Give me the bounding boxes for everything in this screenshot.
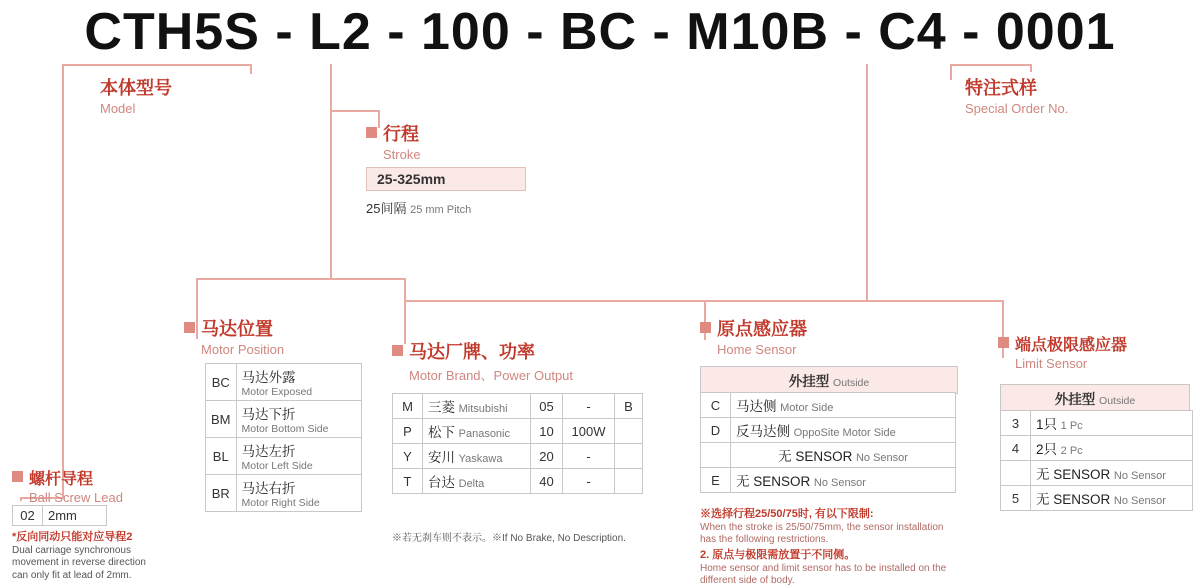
cell-desc [731,418,956,443]
cell-desc [1031,486,1193,511]
section-ballscrew-label-cn: 螺杆导程 [29,471,94,488]
bullet-square-icon [184,322,195,333]
table-home-sensor [700,392,956,493]
cell-desc-cn: 马达侧 [736,399,777,414]
section-motorpos-label-en: Motor Position [201,342,285,357]
note-ballscrew-cn: *反向同动只能对应导程2 [12,531,133,543]
limit-sensor-header-en: Outside [1099,395,1136,407]
cell-desc [1031,436,1193,461]
leader-m10b-v [866,64,868,300]
cell-desc-en: Motor Exposed [241,386,313,398]
stroke-pitch [366,198,471,217]
cell-watt: - [563,469,615,494]
table-row [393,444,643,469]
table-row [1001,486,1193,511]
section-limitsensor-label-en: Limit Sensor [1015,356,1088,371]
table-row [393,394,643,419]
cell-brand-cn: 三菱 [428,400,455,415]
cell-watt: - [563,444,615,469]
cell-desc-cn: 1只 [1036,417,1058,432]
table-limit-sensor [1000,410,1193,511]
cell-code: Y [393,444,423,469]
cell-brand [423,444,531,469]
cell-code: M [393,394,423,419]
cell-power-code: 10 [531,419,563,444]
table-row [206,438,362,475]
cell-brand [423,419,531,444]
section-stroke-label-cn: 行程 [383,124,419,144]
cell-brand-cn: 松下 [428,425,455,440]
cell-desc-cn: 马达外露 [241,370,296,385]
table-row [701,468,956,493]
cell-desc-cn: 无 SENSOR [736,474,811,489]
bullet-square-icon [998,337,1009,348]
cell-desc-en: No Sensor [813,477,866,489]
section-homesensor-label-cn: 原点感应器 [717,319,807,339]
leader-motorpos-h [196,278,406,280]
cell-brand-en: Yaskawa [458,453,503,465]
home-sensor-header [700,366,958,394]
cell-code: 3 [1001,411,1031,436]
section-special-label-cn: 特注式样 [965,78,1037,98]
leader-motorbrand-v [404,278,406,344]
section-model-label-cn: 本体型号 [100,78,172,98]
note-ballscrew-en: Dual carriage synchronous movement in reverse direction can only fit at lead of 2mm. [12,544,146,581]
cell-brand-cn: 台达 [428,475,455,490]
table-row [393,469,643,494]
section-special-label-en: Special Order No. [965,101,1069,116]
cell-desc [236,364,361,401]
cell-code: BR [206,475,237,512]
note-home-2-en: Home sensor and limit sensor has to be installed on the different side of body. [700,562,947,586]
table-row [1001,436,1193,461]
cell-brand [423,469,531,494]
cell-code: BM [206,401,237,438]
cell-brake [615,419,643,444]
cell-code: BC [206,364,237,401]
section-stroke [366,120,421,162]
section-motorbrand-label-en: Motor Brand、Power Output [409,368,574,383]
limit-sensor-header [1000,384,1190,412]
cell-brand-en: Mitsubishi [458,403,508,415]
table-row [701,418,956,443]
section-model [100,74,172,116]
stroke-value: 25-325mm [366,167,526,191]
cell-desc [731,443,956,468]
section-motor-position [184,315,284,357]
cell-code: 02 [13,506,43,526]
part-number-title: CTH5S - L2 - 100 - BC - M10B - C4 - 0001 [84,3,1116,61]
cell-code: P [393,419,423,444]
table-row [206,475,362,512]
stroke-pitch-en: 25 mm Pitch [410,204,472,216]
cell-desc [1031,461,1193,486]
leader-model-h [62,64,252,66]
cell-power-code: 20 [531,444,563,469]
table-row [701,393,956,418]
note-motor-brand: ※若无刹车则不表示。※If No Brake, No Description. [392,533,626,544]
cell-desc-en: Motor Bottom Side [241,423,329,435]
cell-brake [615,444,643,469]
cell-code [701,443,731,468]
leader-special-h [950,64,1030,66]
cell-desc-en: Motor Side [780,402,834,414]
table-row [701,443,956,468]
note-home-1-cn: ※选择行程25/50/75时, 有以下限制: [700,508,874,520]
section-motor-brand [392,338,573,384]
cell-desc-en: 2 Pc [1060,445,1083,457]
stroke-pitch-cn: 25间隔 [366,201,407,216]
cell-desc-cn: 马达下折 [241,407,296,422]
cell-power-code: 05 [531,394,563,419]
cell-code: D [701,418,731,443]
cell-desc-en: No Sensor [1113,470,1166,482]
cell-desc-cn: 马达右折 [241,481,296,496]
leader-stroke-h2 [330,110,380,112]
table-row [1001,461,1193,486]
cell-code [1001,461,1031,486]
cell-brand-en: Panasonic [458,428,510,440]
cell-desc-cn: 无 SENSOR [1036,492,1111,507]
leader-l2-v [330,64,332,279]
leader-motorbrand-h [404,300,704,302]
limit-sensor-header-cn: 外挂型 [1054,392,1096,407]
cell-desc [731,393,956,418]
cell-desc-en: No Sensor [855,452,908,464]
cell-desc-en: No Sensor [1113,495,1166,507]
section-ball-screw-lead [12,466,123,505]
cell-desc [236,438,361,475]
cell-brand [423,394,531,419]
home-sensor-header-cn: 外挂型 [788,374,830,389]
leader-special-v [950,64,952,80]
section-stroke-label-en: Stroke [383,147,421,162]
section-motorbrand-label-cn: 马达厂牌、功率 [409,342,535,362]
cell-brand-cn: 安川 [428,450,455,465]
cell-desc-en: Motor Left Side [241,460,313,472]
cell-power-code: 40 [531,469,563,494]
cell-desc [731,468,956,493]
section-special-order [965,74,1068,116]
cell-code: 4 [1001,436,1031,461]
cell-desc-cn: 2只 [1036,442,1058,457]
cell-desc-cn: 反马达侧 [736,424,790,439]
cell-watt: - [563,394,615,419]
note-home-2-cn: 2. 原点与极限需放置于不同侧。 [700,548,856,561]
cell-code: C [701,393,731,418]
bullet-square-icon [366,127,377,138]
table-row [1001,411,1193,436]
cell-desc-en: 1 Pc [1060,420,1083,432]
cell-desc [236,475,361,512]
section-limitsensor-label-cn: 端点极限感应器 [1015,337,1128,354]
cell-brake: B [615,394,643,419]
leader-model-v-left [62,64,64,499]
section-motorpos-label-cn: 马达位置 [201,319,273,339]
cell-code: T [393,469,423,494]
cell-desc-en: Motor Right Side [241,497,320,509]
cell-code: E [701,468,731,493]
table-motor-position [205,363,362,512]
table-row [206,401,362,438]
cell-code: BL [206,438,237,475]
leader-special-v2 [1030,64,1032,72]
cell-code: 5 [1001,486,1031,511]
note-home-sensor [700,508,962,588]
leader-homesensor-h [704,300,1004,302]
cell-desc [236,401,361,438]
cell-desc-cn: 无 SENSOR [778,449,853,464]
cell-brand-en: Delta [458,478,485,490]
cell-watt: 100W [563,419,615,444]
cell-value: 2mm [43,506,107,526]
note-ball-screw-lead [12,531,162,582]
cell-desc-cn: 马达左折 [241,444,296,459]
note-home-1-en: When the stroke is 25/50/75mm, the sensor installation has the following restrictions. [700,521,944,546]
cell-desc-cn: 无 SENSOR [1036,467,1111,482]
home-sensor-header-en: Outside [833,377,870,389]
table-row [13,506,107,526]
cell-desc [1031,411,1193,436]
section-model-label-en: Model [100,101,136,116]
cell-desc-en: OppoSite Motor Side [793,427,896,439]
section-homesensor-label-en: Home Sensor [717,342,797,357]
section-limit-sensor [998,332,1127,371]
leader-model-v-right [250,64,252,74]
table-motor-brand [392,393,643,494]
table-row [393,419,643,444]
bullet-square-icon [700,322,711,333]
bullet-square-icon [392,345,403,356]
cell-brake [615,469,643,494]
table-ball-screw-lead [12,505,107,526]
section-home-sensor [700,315,807,357]
table-row [206,364,362,401]
section-ballscrew-label-en: Ball Screw Lead [29,490,123,505]
bullet-square-icon [12,471,23,482]
